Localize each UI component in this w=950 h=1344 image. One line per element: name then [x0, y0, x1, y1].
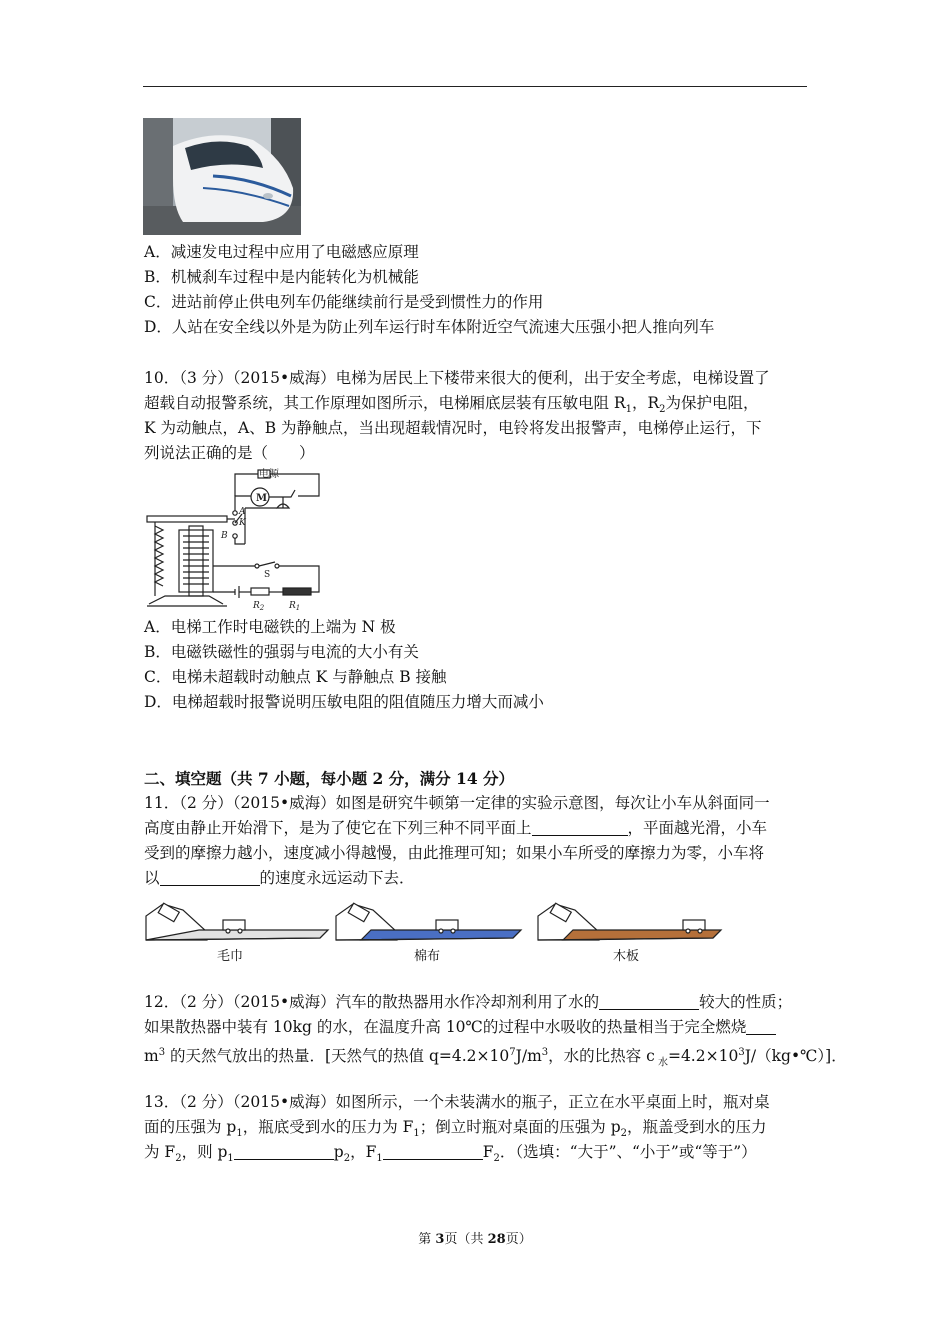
section-2-heading: 二、填空题（共 7 小题，每小题 2 分，满分 14 分）	[144, 769, 515, 788]
q13-blank-2[interactable]	[383, 1142, 483, 1160]
q12-line-3: $m^3$ 的天然气放出的热量．[天然气的热值 $q=4.2\times 10^7J/m^3$，水的比热容 c $_水=4.2\times 10^3J/(kg•℃)$]．	[144, 1047, 847, 1069]
q12-stem	[144, 990, 847, 1069]
page-number: 3	[435, 1232, 445, 1247]
circuit-label-s: S	[264, 570, 271, 580]
q12-blank-1[interactable]	[599, 992, 699, 1010]
surface-label-towel: 毛巾	[217, 949, 244, 964]
q10-line-3: K 为动触点，A、B 为静触点，当出现超载情况时，电铃将发出报警声，电梯停止运行，下	[144, 419, 762, 437]
q10-line-2: 超载自动报警系统，其工作原理如图所示，电梯厢底层装有压敏电阻 $R_1$，$R_2$为保护电阻，	[144, 394, 759, 416]
q9-option-a: A．减速发电过程中应用了电磁感应原理	[144, 243, 419, 261]
q11-line-1: 11．（2 分）（2015•威海）如图是研究牛顿第一定律的实验示意图，每次让小车从斜面同一	[144, 794, 770, 812]
page-total: 28	[487, 1232, 506, 1247]
q10-option-b: B．电磁铁磁性的强弱与电流的大小有关	[144, 643, 419, 661]
q13-blank-1[interactable]	[234, 1142, 334, 1160]
section-2	[144, 766, 808, 791]
circuit-label-r2: $R_2$	[253, 601, 265, 611]
page-footer: 第 3页（共 28页）	[418, 1232, 532, 1247]
circuit-label-k: K	[239, 518, 246, 528]
q10-line-4: 列说法正确的是（ ）	[144, 444, 315, 462]
q9-option-d: D．人站在安全线以外是为防止列车运行时车体附近空气流速大压强小把人推向列车	[144, 318, 715, 336]
high-speed-train-photo	[143, 118, 301, 235]
q11-stem	[144, 791, 808, 891]
q11-line-3: 受到的摩擦力越小，速度减小得越慢，由此推理可知；如果小车所受的摩擦力为零，小车将	[144, 844, 765, 862]
header-rule	[143, 86, 807, 87]
q13-line-3: 为 $F_2$，则 $p_1$ $p_2$，$F_1$ $F_2$．（选填：“大于”、“小于”或“等于”）	[144, 1143, 757, 1165]
q9-options	[144, 240, 808, 340]
q11-blank-2[interactable]	[160, 868, 260, 886]
q10-stem	[144, 366, 808, 466]
q9-option-c: C．进站前停止供电列车仍能继续前行是受到惯性力的作用	[144, 293, 544, 311]
q10-option-a: A．电梯工作时电磁铁的上端为 N 极	[144, 618, 396, 636]
circuit-label-motor: M	[256, 493, 268, 504]
q11-line-4: 以 的速度永远运动下去．	[144, 869, 415, 887]
q13-line-1: 13．（2 分）（2015•威海）如图所示，一个未装满水的瓶子，正立在水平桌面上时，瓶对桌	[144, 1093, 770, 1111]
towel-panel	[146, 903, 328, 964]
q12-blank-2[interactable]	[746, 1017, 776, 1035]
circuit-label-r1: $R_1$	[289, 601, 301, 611]
q9-option-b: B．机械刹车过程中是内能转化为机械能	[144, 268, 419, 286]
wood-panel	[538, 903, 721, 964]
q12-line-2: 如果散热器中装有 10kg 的水，在温度升高 10℃的过程中水吸收的热量相当于完全燃烧	[144, 1015, 808, 1040]
q10-options	[144, 615, 808, 715]
q11-line-2: 高度由静止开始滑下，是为了使它在下列三种不同平面上 ，平面越光滑，小车	[144, 819, 768, 837]
surface-label-wood: 木板	[613, 949, 640, 964]
elevator-alarm-circuit-figure	[143, 466, 325, 611]
cotton-panel	[336, 903, 521, 964]
q11-blank-1[interactable]	[532, 818, 628, 836]
surface-label-cotton: 棉布	[414, 949, 441, 964]
circuit-label-power: 电源	[259, 469, 279, 480]
newton-first-law-figure	[143, 898, 733, 970]
q12-line-1: 12．（2 分）（2015•威海）汽车的散热器用水作冷却剂利用了水的 较大的性质；	[144, 993, 793, 1011]
circuit-label-a: A	[239, 507, 246, 517]
circuit-label-b: B	[221, 531, 228, 541]
q10-option-d: D．电梯超载时报警说明压敏电阻的阻值随压力增大而减小	[144, 693, 544, 711]
q10-line-1: 10．（3 分）（2015•威海）电梯为居民上下楼带来很大的便利，出于安全考虑，电梯设置了	[144, 369, 770, 387]
q13-line-2: 面的压强为 $p_1$，瓶底受到水的压力为 $F_1$；倒立时瓶对桌面的压强为 $p_2$，瓶盖受到水的压力	[144, 1118, 767, 1140]
q13-stem	[144, 1090, 808, 1165]
q10-option-c: C．电梯未超载时动触点 K 与静触点 B 接触	[144, 668, 447, 686]
